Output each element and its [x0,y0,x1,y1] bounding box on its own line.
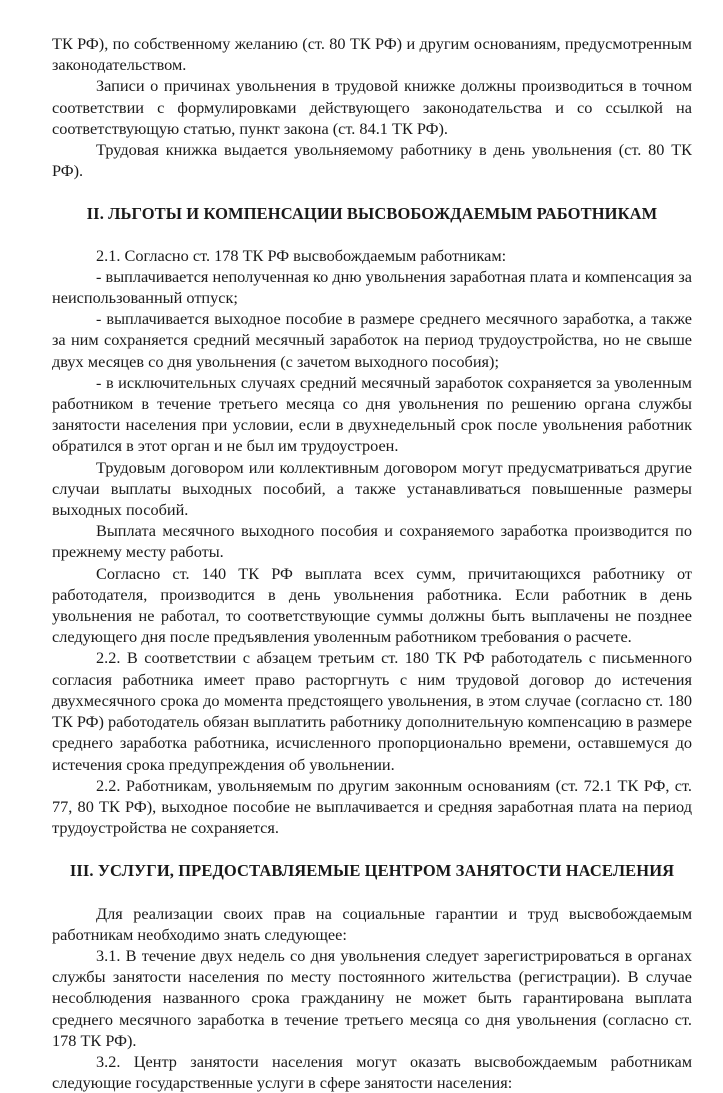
list-item: - выплачивается неполученная ко дню увольнения заработная плата и компенсация за неиспользованный отпуск; [52,266,692,308]
section-heading: III. УСЛУГИ, ПРЕДОСТАВЛЯЕМЫЕ ЦЕНТРОМ ЗАНЯТОСТИ НАСЕЛЕНИЯ [69,861,675,881]
list-item: - выплачивается выходное пособие в размере среднего месячного заработка, а также за ним сохраняется средний месячный заработок на период трудоустройства, но не свыше двух месяцев со дня увольнения (с зачетом выходного пособия); [52,309,692,371]
section-heading: II. ЛЬГОТЫ И КОМПЕНСАЦИИ ВЫСВОБОЖДАЕМЫМ РАБОТНИКАМ [86,204,658,224]
document-page [52,33,692,1093]
paragraph: 3.2. Центр занятости населения могут оказать высвобождаемым работникам следующие государственные услуги в сфере занятости населения: [52,1051,692,1093]
paragraph: Трудовым договором или коллективным договором могут предусматриваться другие случаи выплаты выходных пособий, а также устанавливаться повышенные размеры выходных пособий. [52,457,692,520]
list-item: - в исключительных случаях средний месячный заработок сохраняется за уволенным работником в течение третьего месяца со дня увольнения по решению органа службы занятости населения при условии, если в двухнедельный срок после увольнения работник обратился в этот орган и не был им трудоустроен. [52,372,692,456]
paragraph: 2.2. В соответствии с абзацем третьим ст. 180 ТК РФ работодатель с письменного согласия работника имеет право расторгнуть с ним трудовой договор до истечения двухмесячного срока до момента предстоящего увольнения, в этом случае (согласно ст. 180 ТК РФ) работодатель обязан выплатить работнику дополнительную компенсацию в размере среднего заработка работника, исчисленного пропорционально времени, оставшемуся до истечения срока предупреждения об увольнении. [52,648,692,774]
paragraph: Выплата месячного выходного пособия и сохраняемого заработка производится по прежнему месту работы. [52,521,692,562]
paragraph: 2.1. Согласно ст. 178 ТК РФ высвобождаемым работникам: [96,245,507,265]
paragraph: Согласно ст. 140 ТК РФ выплата всех сумм, причитающихся работнику от работодателя, производится в день увольнения работника. Если работник в день увольнения не работал, то соответствующие суммы должны быть выплачены не позднее следующего дня после предъявления уволенным работником требования о расчете. [52,563,692,647]
paragraph: Для реализации своих прав на социальные гарантии и труд высвобождаемым работникам необходимо знать следующее: [52,903,692,944]
paragraph: 2.2. Работникам, увольняемым по другим законным основаниям (ст. 72.1 ТК РФ, ст. 77, 80 ТК РФ), выходное пособие не выплачивается и средняя заработная плата на период трудоустройства не сохраняется. [52,775,692,838]
paragraph: Записи о причинах увольнения в трудовой книжке должны производиться в точном соответствии с формулировками действующего законодательства и со ссылкой на соответствующую статью, пункт закона (ст. 84.1 ТК РФ). [52,76,692,138]
paragraph: 3.1. В течение двух недель со дня увольнения следует зарегистрироваться в органах службы занятости населения по месту постоянного жительства (регистрации). В случае несоблюдения названного срока гражданину не может быть гарантирована выплата среднего месячного заработка в течение третьего месяца со дня увольнения (согласно ст. 178 ТК РФ). [52,945,692,1050]
paragraph: ТК РФ), по собственному желанию (ст. 80 ТК РФ) и другим основаниям, предусмотренным законодательством. [52,34,692,75]
paragraph: Трудовая книжка выдается увольняемому работнику в день увольнения (ст. 80 ТК РФ). [52,140,692,181]
